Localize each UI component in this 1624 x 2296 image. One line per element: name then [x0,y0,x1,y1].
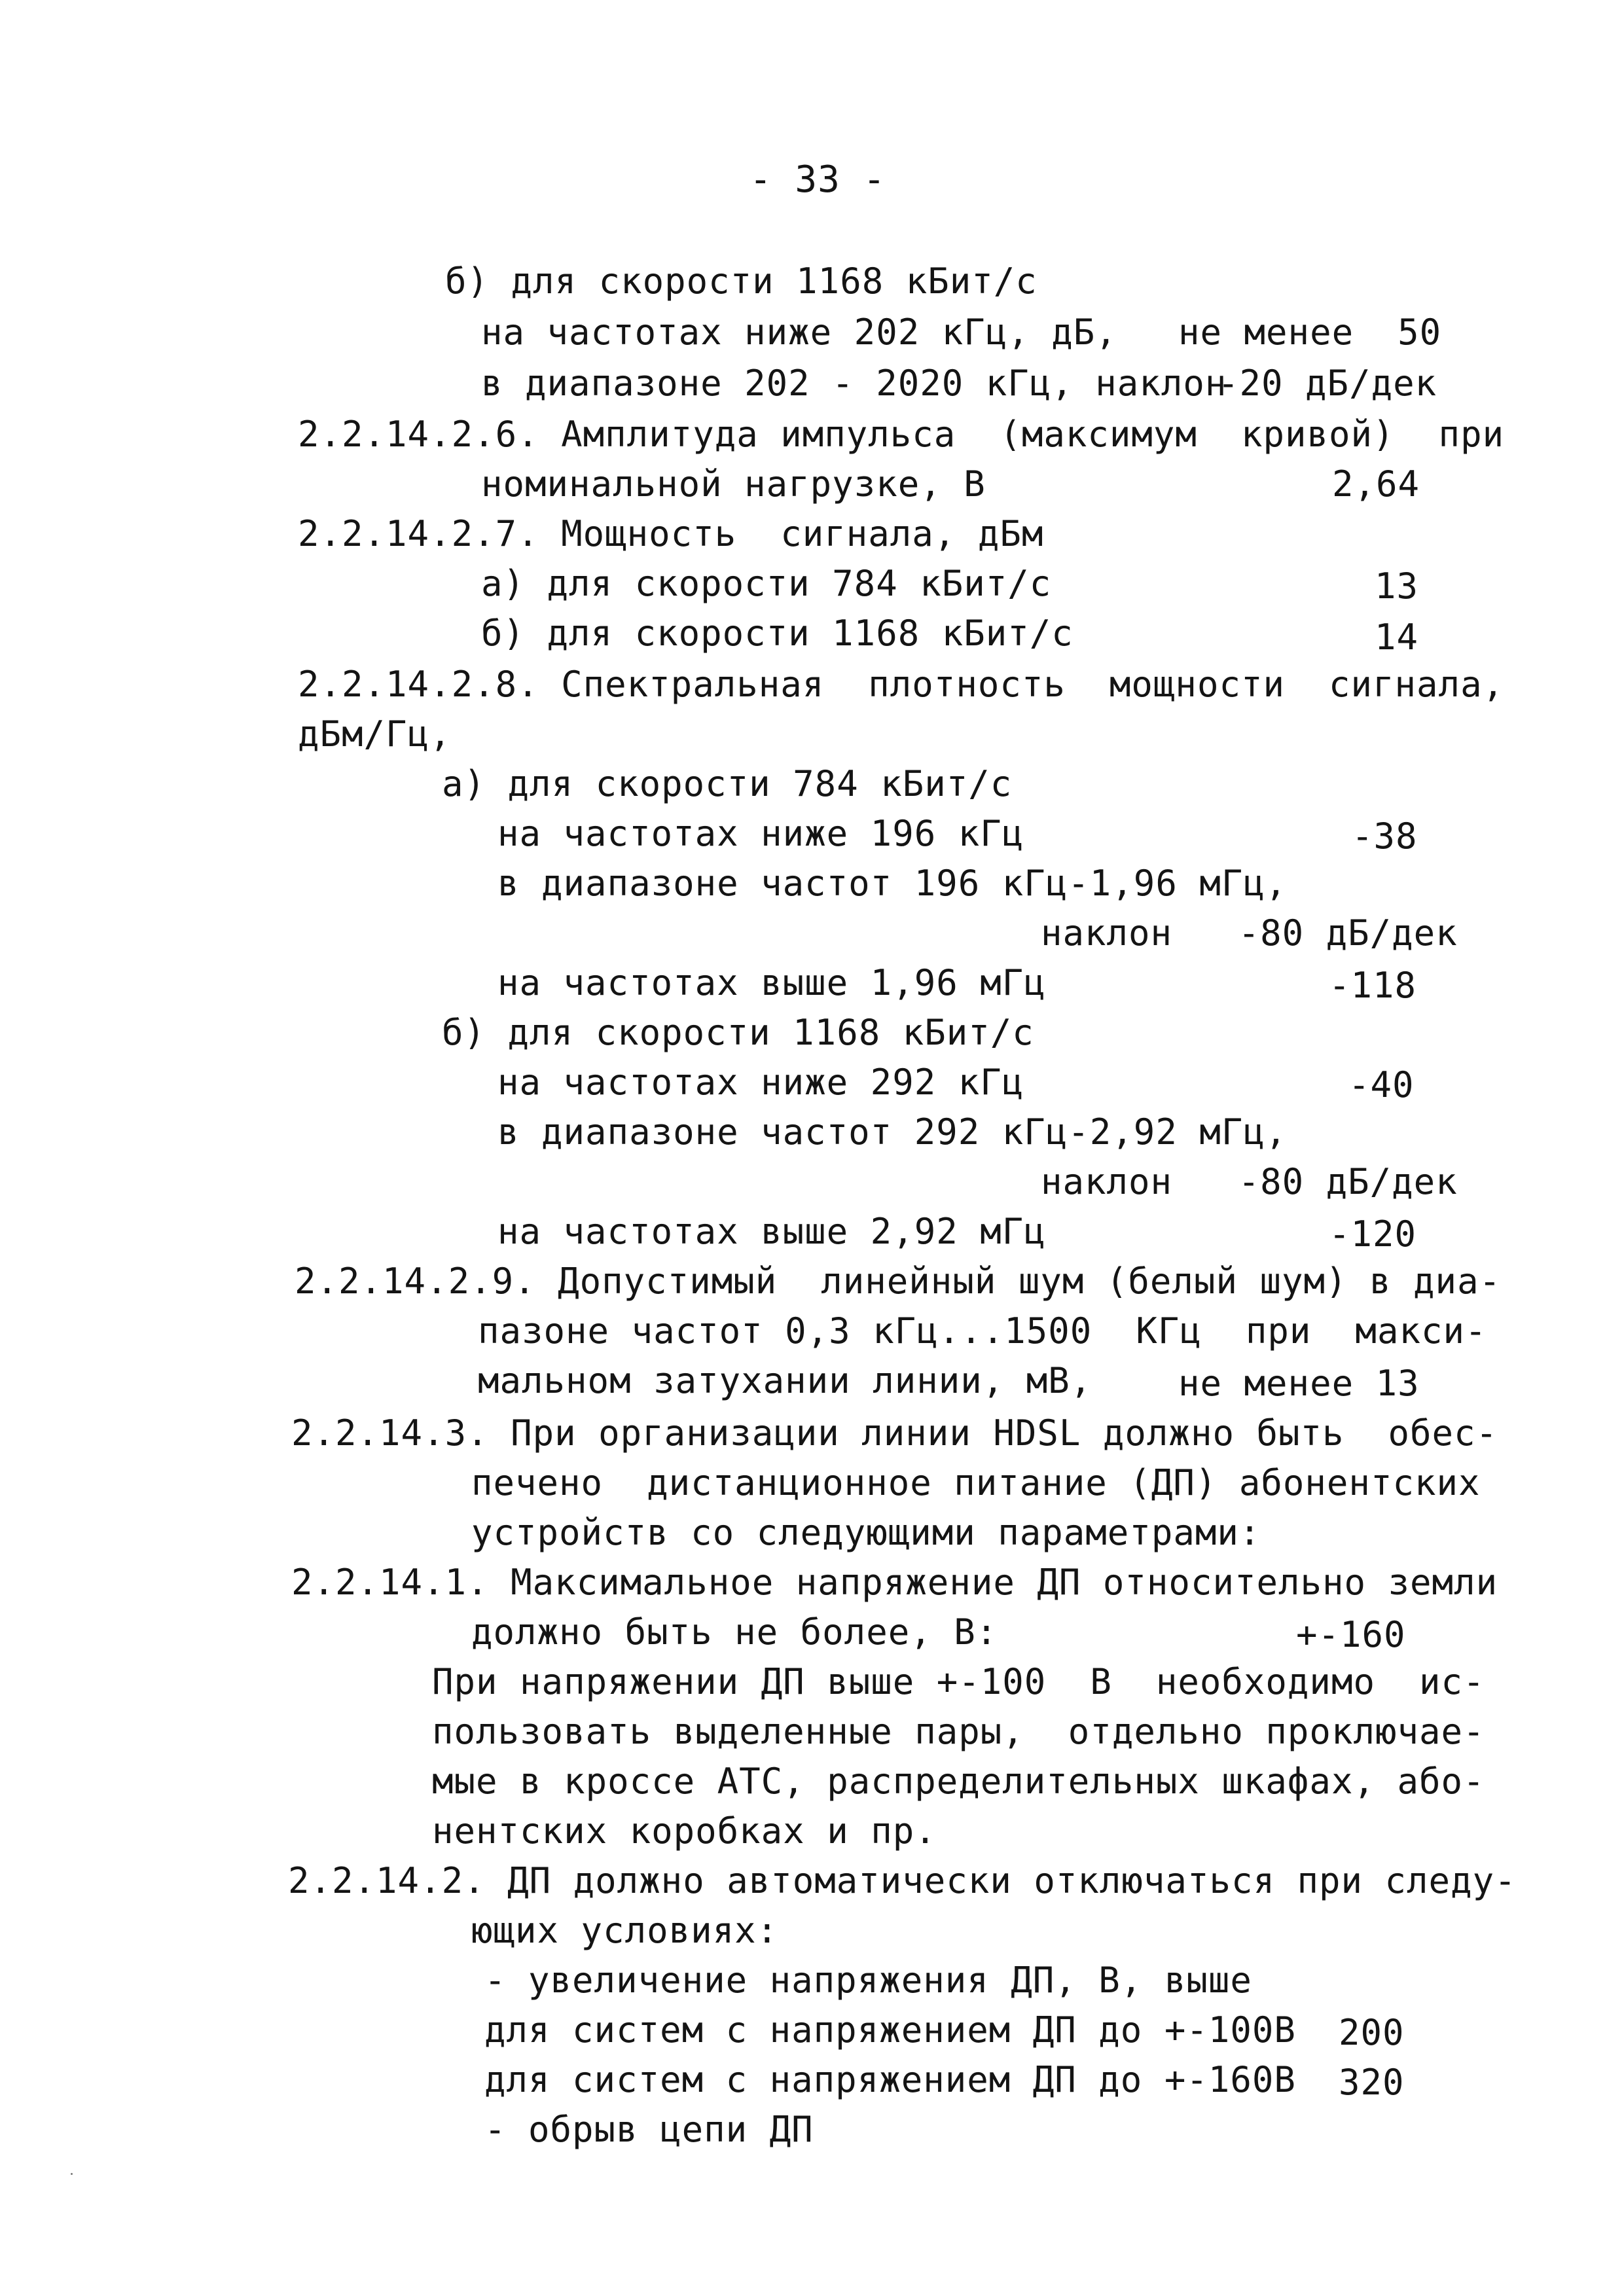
text-line: - увеличение напряжения ДП, В, выше [484,1960,1252,2001]
text-line: на частотах ниже 196 кГц [497,813,1024,854]
text-line: 200 [1339,2012,1405,2053]
text-line: номинальной нагрузке, В [481,463,986,505]
text-line: - обрыв цепи ДП [484,2109,814,2150]
text-line: б) для скорости 1168 кБит/с [445,260,1038,302]
text-line: 2,64 [1332,463,1420,505]
text-line: на частотах ниже 292 кГц [497,1062,1024,1103]
text-line: 13 [1375,565,1419,607]
text-line: 14 [1375,617,1419,658]
text-line: пазоне частот 0,3 кГц...1500 КГц при макси- [478,1310,1487,1352]
text-line: 2.2.14.2.9. Допустимый линейный шум (белый шум) в диа- [295,1261,1502,1302]
text-line: на частотах выше 1,96 мГц [497,962,1046,1003]
text-line: должно быть не более, В: [471,1611,998,1653]
text-line: на частотах выше 2,92 мГц [497,1211,1046,1252]
text-line: а) для скорости 784 кБит/с [481,563,1052,604]
text-line: мальном затухании линии, мВ, [478,1360,1092,1401]
text-line: нентских коробках и пр. [432,1810,937,1852]
scan-speck [71,2173,73,2175]
text-line: -120 [1329,1213,1417,1255]
text-line: ющих условиях: [471,1910,779,1951]
text-line: б) для скорости 1168 кБит/с [481,613,1074,654]
text-line: устройств со следующими параметрами: [471,1512,1261,1553]
text-line: При напряжении ДП выше +-100 В необходимо ис- [432,1661,1485,1702]
text-line: -38 [1352,816,1418,857]
text-line: 2.2.14.3. При организации линии HDSL должно быть обес- [291,1412,1498,1454]
text-line: на частотах ниже 202 кГц, дБ, [481,312,1117,353]
text-line: 2.2.14.2.6. Амплитуда импульса (максимум кривой) при [298,414,1505,455]
text-line: печено дистанционное питание (ДП) абонентских [471,1462,1481,1503]
text-line: не менее 13 [1178,1363,1420,1404]
text-line: в диапазоне частот 292 кГц-2,92 мГц, [497,1111,1288,1153]
text-line: а) для скорости 784 кБит/с [442,763,1013,804]
text-line: не менее 50 [1178,312,1442,353]
text-line: в диапазоне частот 196 кГц-1,96 мГц, [497,863,1288,904]
text-line: б) для скорости 1168 кБит/с [442,1012,1034,1053]
text-line: -20 дБ/дек [1218,363,1437,404]
text-line: пользовать выделенные пары, отдельно проключае- [432,1711,1485,1752]
text-line: 320 [1339,2062,1405,2103]
text-line: дБм/Гц, [298,713,452,755]
text-line: наклон -80 дБ/дек [1041,912,1458,954]
text-line: 2.2.14.2.7. Мощность сигнала, дБм [298,513,1044,554]
text-line: для систем с напряжением ДП до +-100В [484,2009,1296,2051]
text-line: +-160 [1296,1614,1406,1655]
text-line: наклон -80 дБ/дек [1041,1161,1458,1202]
text-line: в диапазоне 202 - 2020 кГц, наклон [481,363,1227,404]
text-line: 2.2.14.2. ДП должно автоматически отключаться при следу- [288,1860,1517,1901]
text-line: 2.2.14.1. Максимальное напряжение ДП относительно земли [291,1562,1498,1603]
text-line: мые в кроссе АТС, распределительных шкафах, або- [432,1761,1485,1802]
text-line: 2.2.14.2.8. Спектральная плотность мощности сигнала, [298,664,1505,705]
text-line: для систем с напряжением ДП до +-160В [484,2059,1296,2100]
text-line: -118 [1329,965,1417,1006]
text-line: -40 [1348,1064,1415,1105]
page-number: - 33 - [749,158,886,201]
